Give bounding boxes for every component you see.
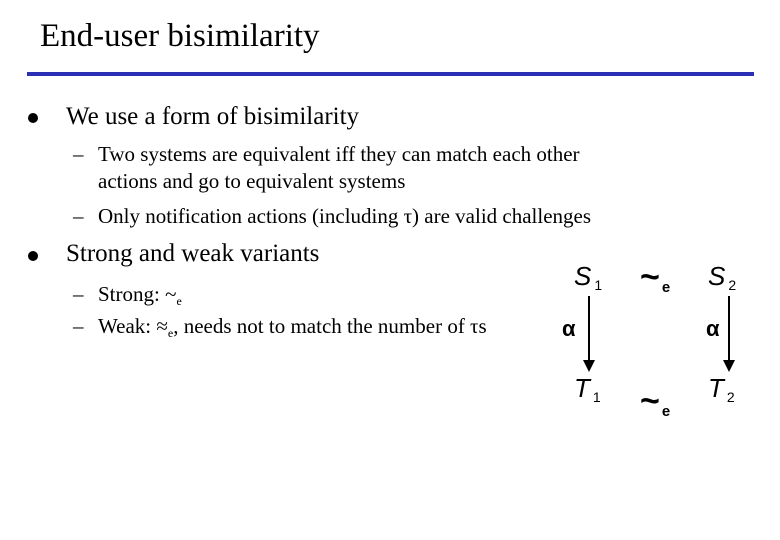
- bullet-1-sub-1-line-1: Two systems are equivalent iff they can match each other: [98, 142, 580, 166]
- diagram-bottom-relation: ~ e: [640, 382, 671, 420]
- diagram-s1: S 1: [574, 261, 603, 293]
- diagram-t1: T 1: [574, 373, 601, 405]
- bullet-2-text: Strong and weak variants: [66, 240, 320, 267]
- diagram-s2: S 2: [708, 261, 737, 293]
- title-rule: [27, 72, 754, 76]
- dash-2: –: [73, 204, 84, 228]
- weak-rest: , needs not to match the number of τs: [173, 314, 487, 338]
- weak-subscript: e: [167, 326, 174, 340]
- bullet-2-sub-2: [98, 314, 487, 341]
- bullet-2-sub-1: [98, 282, 182, 309]
- left-arrow: [583, 296, 595, 372]
- bullet-dot-2: [28, 251, 38, 261]
- bullet-1-sub-2: Only notification actions (including τ) are valid challenges: [98, 204, 592, 228]
- slide-title: End-user bisimilarity: [40, 18, 320, 54]
- dash-1: –: [73, 142, 84, 166]
- bullet-1-sub-1-line-2: actions and go to equivalent systems: [98, 169, 406, 193]
- dash-3: –: [73, 282, 84, 306]
- diagram-top-relation: ~ e: [640, 258, 671, 296]
- diagram-right-alpha: α: [706, 316, 720, 341]
- diagram-left-alpha: α: [562, 316, 576, 341]
- right-arrow: [723, 296, 735, 372]
- weak-label: Weak: ≈: [98, 314, 168, 338]
- diagram-t2: T 2: [708, 373, 735, 405]
- bullet-dot-1: [28, 113, 38, 123]
- dash-4: –: [73, 314, 84, 338]
- bullet-1-text: We use a form of bisimilarity: [66, 103, 360, 130]
- strong-subscript: e: [176, 294, 182, 308]
- strong-label: Strong: ~: [98, 282, 177, 306]
